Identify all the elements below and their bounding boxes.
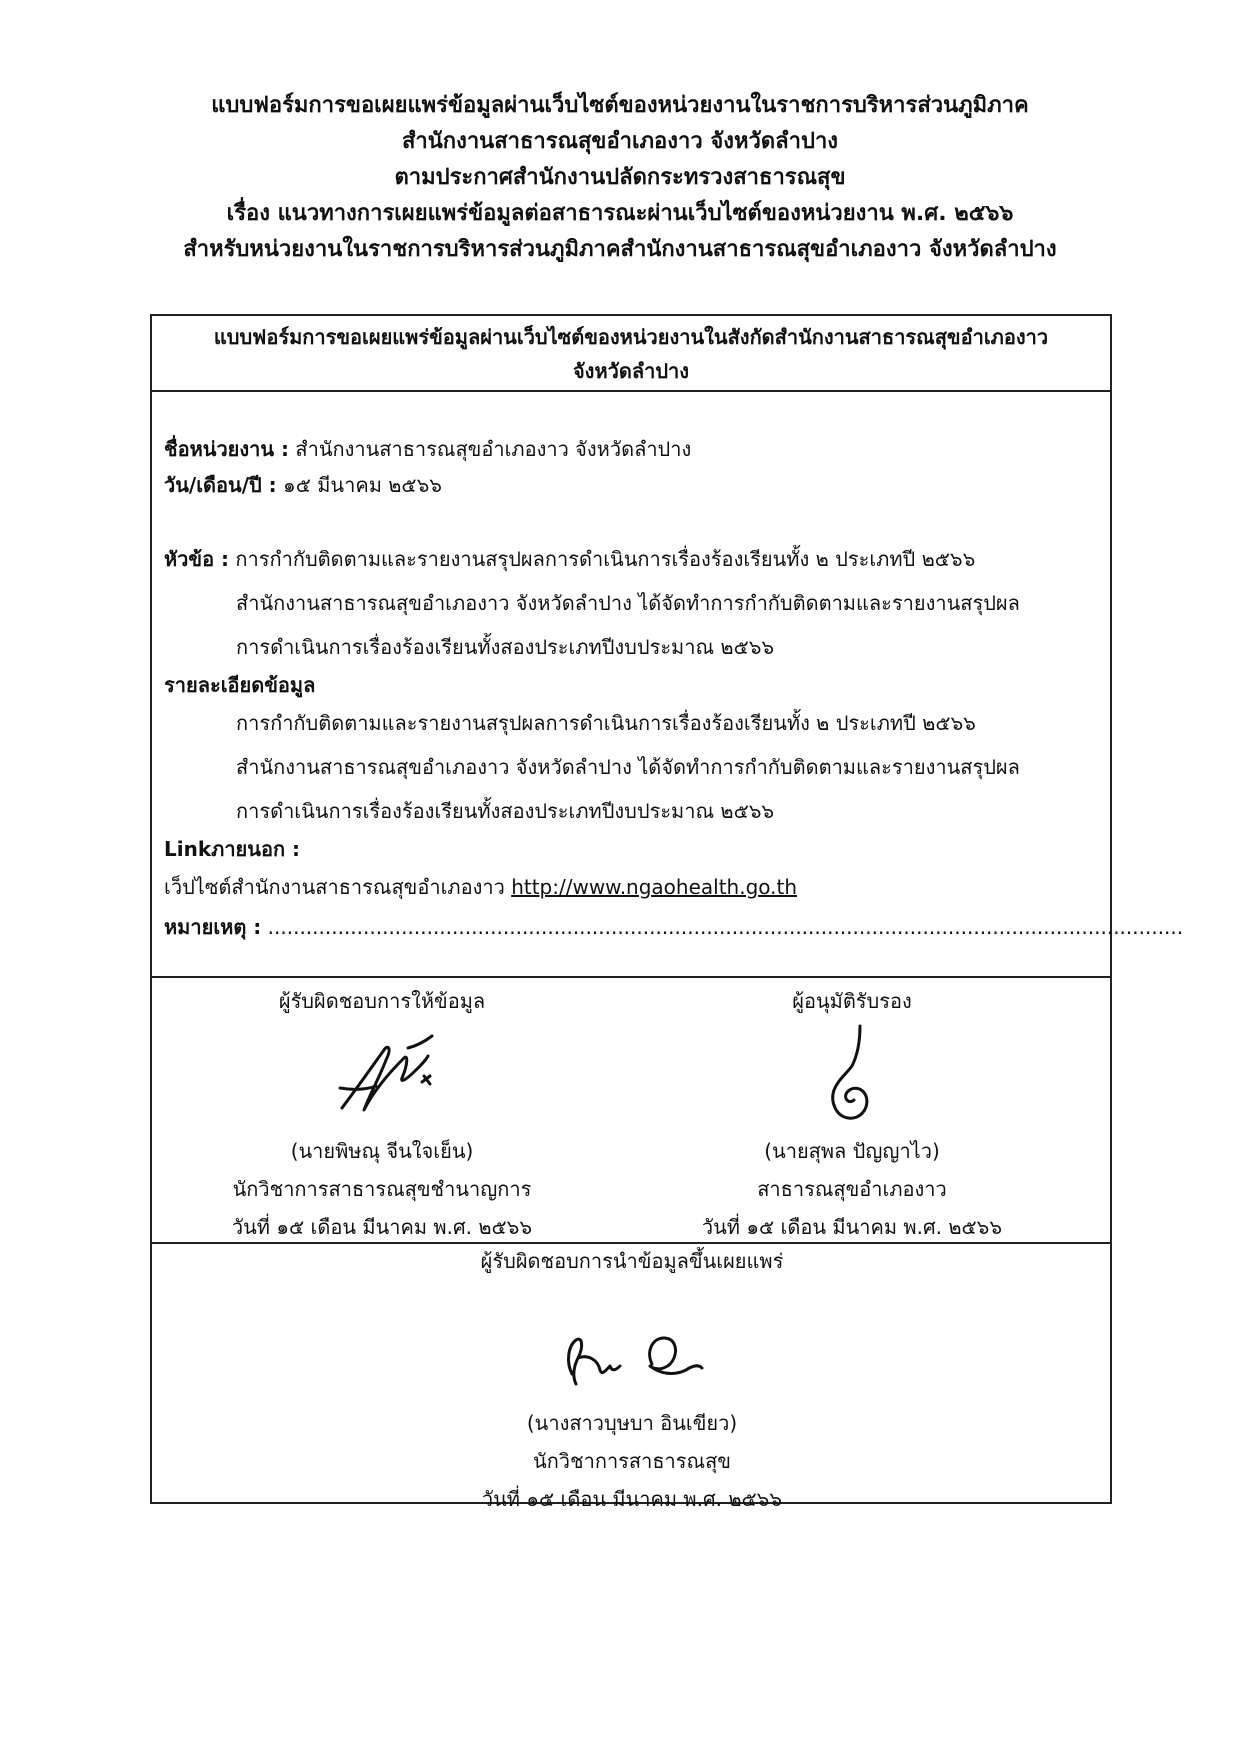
agency-label: ชื่อหน่วยงาน : bbox=[164, 437, 290, 461]
header-line-2: สำนักงานสาธารณสุขอำเภองาว จังหวัดลำปาง bbox=[401, 129, 839, 154]
topic-line-3: การดำเนินการเรื่องร้องเรียนทั้งสองประเภทปีงบประมาณ ๒๕๖๖ bbox=[236, 635, 775, 659]
detail-label: รายละเอียดข้อมูล bbox=[164, 673, 316, 697]
approver-signature-block bbox=[652, 982, 1052, 1246]
publisher-heading: ผู้รับผิดชอบการนำข้อมูลขึ้นเผยแพร่ bbox=[480, 1249, 784, 1273]
note-label: หมายเหตุ : bbox=[164, 915, 262, 939]
form-title bbox=[152, 316, 1110, 392]
approver-signature bbox=[652, 1020, 1052, 1132]
date-value: ๑๕ มีนาคม ๒๕๖๖ bbox=[283, 473, 442, 497]
link-label: Linkภายนอก : bbox=[164, 837, 301, 861]
publisher-position: นักวิชาการสาธารณสุข bbox=[533, 1449, 731, 1473]
provider-position: นักวิชาการสาธารณสุขชำนาญการ bbox=[232, 1177, 532, 1201]
publisher-signature-block bbox=[432, 1242, 832, 1518]
signature-image bbox=[312, 1020, 452, 1128]
website-prefix: เว็ปไซต์สำนักงานสาธารณสุขอำเภองาว bbox=[164, 875, 505, 899]
topic-row bbox=[164, 544, 975, 574]
date-label: วัน/เดือน/ปี : bbox=[164, 473, 277, 497]
detail-line-3: การดำเนินการเรื่องร้องเรียนทั้งสองประเภทปีงบประมาณ ๒๕๖๖ bbox=[236, 799, 775, 823]
website-row bbox=[164, 872, 797, 902]
topic-line-1: การกำกับติดตามและรายงานสรุปผลการดำเนินการเรื่องร้องเรียนทั้ง ๒ ประเภทปี ๒๕๖๖ bbox=[235, 547, 976, 571]
provider-date: วันที่ ๑๕ เดือน มีนาคม พ.ศ. ๒๕๖๖ bbox=[231, 1215, 533, 1239]
form-title-line-2: จังหวัดลำปาง bbox=[572, 359, 690, 383]
divider bbox=[152, 390, 1110, 392]
provider-signature bbox=[182, 1020, 582, 1132]
topic-line-2: สำนักงานสาธารณสุขอำเภองาว จังหวัดลำปาง ได้จัดทำการกำกับติดตามและรายงานสรุปผล bbox=[236, 591, 1020, 615]
approver-heading: ผู้อนุมัติรับรอง bbox=[792, 989, 912, 1013]
header-line-1: แบบฟอร์มการขอเผยแพร่ข้อมูลผ่านเว็บไซต์ของหน่วยงานในราชการบริหารส่วนภูมิภาค bbox=[211, 93, 1029, 118]
provider-name: (นายพิษณุ จีนใจเย็น) bbox=[290, 1139, 474, 1163]
approver-date: วันที่ ๑๕ เดือน มีนาคม พ.ศ. ๒๕๖๖ bbox=[701, 1215, 1003, 1239]
form-title-line-1: แบบฟอร์มการขอเผยแพร่ข้อมูลผ่านเว็บไซต์ของหน่วยงานในสังกัดสำนักงานสาธารณสุขอำเภองาว bbox=[213, 325, 1049, 349]
header-line-4: เรื่อง แนวทางการเผยแพร่ข้อมูลต่อสาธารณะผ่านเว็บไซต์ของหน่วยงาน พ.ศ. ๒๕๖๖ bbox=[226, 201, 1014, 226]
publisher-signature bbox=[432, 1304, 832, 1404]
publication-form bbox=[150, 314, 1184, 1511]
header-line-3: ตามประกาศสำนักงานปลัดกระทรวงสาธารณสุข bbox=[394, 165, 846, 190]
approver-name: (นายสุพล ปัญญาไว) bbox=[764, 1139, 940, 1163]
provider-heading: ผู้รับผิดชอบการให้ข้อมูล bbox=[278, 989, 486, 1013]
divider bbox=[152, 976, 1110, 978]
provider-signature-block bbox=[182, 982, 582, 1246]
detail-line-1: การกำกับติดตามและรายงานสรุปผลการดำเนินการเรื่องร้องเรียนทั้ง ๒ ประเภทปี ๒๕๖๖ bbox=[236, 711, 976, 735]
header-line-5: สำหรับหน่วยงานในราชการบริหารส่วนภูมิภาคสำนักงานสาธารณสุขอำเภองาว จังหวัดลำปาง bbox=[183, 237, 1057, 262]
detail-line-2: สำนักงานสาธารณสุขอำเภองาว จังหวัดลำปาง ได้จัดทำการกำกับติดตามและรายงานสรุปผล bbox=[236, 755, 1020, 779]
signature-image bbox=[802, 1020, 902, 1128]
note-value: ................................................................................................................................................ bbox=[267, 915, 1184, 939]
publisher-name: (นางสาวบุษบา อินเขียว) bbox=[526, 1411, 738, 1435]
approver-position: สาธารณสุขอำเภองาว bbox=[757, 1177, 947, 1201]
publisher-date: วันที่ ๑๕ เดือน มีนาคม พ.ศ. ๒๕๖๖ bbox=[481, 1487, 783, 1511]
page-header bbox=[0, 88, 1240, 268]
signature-image bbox=[542, 1304, 722, 1404]
topic-label: หัวข้อ : bbox=[164, 547, 230, 571]
agency-row bbox=[164, 434, 691, 464]
note-row bbox=[164, 912, 1183, 942]
agency-value: สำนักงานสาธารณสุขอำเภองาว จังหวัดลำปาง bbox=[295, 437, 692, 461]
date-row bbox=[164, 470, 442, 500]
website-link[interactable]: http://www.ngaohealth.go.th bbox=[511, 875, 798, 899]
